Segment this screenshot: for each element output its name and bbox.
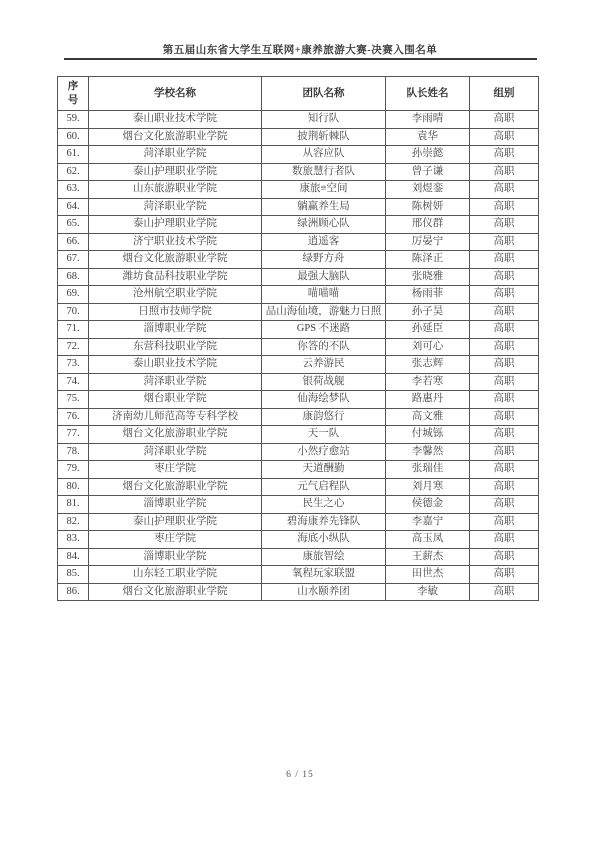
cell-school: 淄博职业学院	[89, 496, 262, 514]
table-body	[58, 111, 539, 601]
table-row	[58, 163, 539, 181]
cell-school: 烟台文化旅游职业学院	[89, 251, 262, 269]
cell-group: 高职	[470, 268, 539, 286]
table-row	[58, 251, 539, 269]
table-row	[58, 111, 539, 129]
cell-captain: 陈树妍	[386, 198, 470, 216]
cell-school: 泰山职业技术学院	[89, 111, 262, 129]
cell-school: 菏泽职业学院	[89, 146, 262, 164]
page-number: 6 / 15	[286, 770, 314, 780]
cell-group: 高职	[470, 111, 539, 129]
table-row	[58, 356, 539, 374]
cell-group: 高职	[470, 548, 539, 566]
cell-group: 高职	[470, 513, 539, 531]
cell-group: 高职	[470, 391, 539, 409]
cell-school: 泰山护理职业学院	[89, 513, 262, 531]
cell-team: 银荷战舰	[262, 373, 386, 391]
cell-team: 小然疗愈站	[262, 443, 386, 461]
cell-no: 63.	[58, 181, 89, 199]
table-row	[58, 321, 539, 339]
cell-team: 绿洲顾心队	[262, 216, 386, 234]
table-row	[58, 216, 539, 234]
cell-captain: 杨雨菲	[386, 286, 470, 304]
cell-group: 高职	[470, 146, 539, 164]
cell-group: 高职	[470, 408, 539, 426]
table-row	[58, 146, 539, 164]
table-row	[58, 286, 539, 304]
cell-group: 高职	[470, 531, 539, 549]
table-header	[58, 77, 539, 111]
cell-school: 枣庄学院	[89, 531, 262, 549]
cell-school: 日照市技师学院	[89, 303, 262, 321]
table-row	[58, 426, 539, 444]
cell-captain: 张志辉	[386, 356, 470, 374]
cell-no: 81.	[58, 496, 89, 514]
cell-team: 山水颐养团	[262, 583, 386, 601]
cell-team: 天道酬勤	[262, 461, 386, 479]
cell-captain: 路惠丹	[386, 391, 470, 409]
cell-no: 86.	[58, 583, 89, 601]
column-header-no-label: 序号	[67, 80, 79, 106]
cell-captain: 刘月寒	[386, 478, 470, 496]
cell-captain: 厉晏宁	[386, 233, 470, 251]
cell-captain: 孙崇懿	[386, 146, 470, 164]
cell-no: 80.	[58, 478, 89, 496]
cell-no: 59.	[58, 111, 89, 129]
cell-captain: 田世杰	[386, 566, 470, 584]
table-row	[58, 233, 539, 251]
column-header-team: 团队名称	[262, 77, 386, 111]
table-row	[58, 391, 539, 409]
cell-captain: 李雨晴	[386, 111, 470, 129]
cell-group: 高职	[470, 566, 539, 584]
cell-captain: 曾子谦	[386, 163, 470, 181]
cell-school: 菏泽职业学院	[89, 373, 262, 391]
cell-captain: 李若寒	[386, 373, 470, 391]
table-row	[58, 198, 539, 216]
cell-team: 仙海绘梦队	[262, 391, 386, 409]
header-divider	[64, 58, 537, 60]
cell-team: GPS 不迷路	[262, 321, 386, 339]
cell-no: 76.	[58, 408, 89, 426]
cell-group: 高职	[470, 163, 539, 181]
cell-team: 知行队	[262, 111, 386, 129]
cell-school: 济南幼儿师范高等专科学校	[89, 408, 262, 426]
cell-team: 元气启程队	[262, 478, 386, 496]
table-row	[58, 496, 539, 514]
cell-group: 高职	[470, 373, 539, 391]
cell-team: 康韵悠行	[262, 408, 386, 426]
cell-group: 高职	[470, 216, 539, 234]
cell-school: 山东轻工职业学院	[89, 566, 262, 584]
cell-captain: 张晓雅	[386, 268, 470, 286]
column-header-group: 组别	[470, 77, 539, 111]
cell-school: 淄博职业学院	[89, 548, 262, 566]
cell-team: 康旅智绘	[262, 548, 386, 566]
cell-school: 烟台文化旅游职业学院	[89, 478, 262, 496]
cell-school: 潍坊食品科技职业学院	[89, 268, 262, 286]
cell-no: 74.	[58, 373, 89, 391]
table-row	[58, 478, 539, 496]
cell-school: 济宁职业技术学院	[89, 233, 262, 251]
cell-school: 泰山护理职业学院	[89, 163, 262, 181]
cell-team: 氧程玩家联盟	[262, 566, 386, 584]
cell-school: 烟台职业学院	[89, 391, 262, 409]
cell-captain: 侯德金	[386, 496, 470, 514]
cell-no: 67.	[58, 251, 89, 269]
cell-team: 披荆斩棘队	[262, 128, 386, 146]
cell-group: 高职	[470, 286, 539, 304]
column-header-no	[58, 77, 89, 111]
cell-team: 喵喵喵	[262, 286, 386, 304]
cell-group: 高职	[470, 338, 539, 356]
cell-team: 碧海康养先锋队	[262, 513, 386, 531]
table-row	[58, 513, 539, 531]
table-row	[58, 566, 539, 584]
cell-team: 躺赢养生局	[262, 198, 386, 216]
cell-no: 60.	[58, 128, 89, 146]
cell-no: 68.	[58, 268, 89, 286]
table-header-row	[58, 77, 539, 111]
cell-no: 79.	[58, 461, 89, 479]
table-row	[58, 408, 539, 426]
cell-captain: 李嘉宁	[386, 513, 470, 531]
cell-captain: 孙子昊	[386, 303, 470, 321]
cell-team: 逍遥客	[262, 233, 386, 251]
cell-school: 沧州航空职业学院	[89, 286, 262, 304]
cell-group: 高职	[470, 461, 539, 479]
cell-no: 77.	[58, 426, 89, 444]
cell-school: 山东旅游职业学院	[89, 181, 262, 199]
cell-group: 高职	[470, 496, 539, 514]
cell-school: 泰山护理职业学院	[89, 216, 262, 234]
table-row	[58, 548, 539, 566]
cell-captain: 李敏	[386, 583, 470, 601]
cell-group: 高职	[470, 583, 539, 601]
cell-no: 70.	[58, 303, 89, 321]
table-row	[58, 373, 539, 391]
cell-no: 66.	[58, 233, 89, 251]
cell-captain: 孙延臣	[386, 321, 470, 339]
cell-school: 枣庄学院	[89, 461, 262, 479]
cell-school: 烟台文化旅游职业学院	[89, 583, 262, 601]
cell-group: 高职	[470, 251, 539, 269]
cell-group: 高职	[470, 426, 539, 444]
cell-no: 82.	[58, 513, 89, 531]
cell-school: 烟台文化旅游职业学院	[89, 128, 262, 146]
cell-captain: 王薪杰	[386, 548, 470, 566]
cell-school: 淄博职业学院	[89, 321, 262, 339]
cell-captain: 刘煜銮	[386, 181, 470, 199]
cell-group: 高职	[470, 478, 539, 496]
cell-no: 71.	[58, 321, 89, 339]
cell-team: 最强大脑队	[262, 268, 386, 286]
table-row	[58, 583, 539, 601]
cell-school: 东营科技职业学院	[89, 338, 262, 356]
cell-school: 泰山职业技术学院	[89, 356, 262, 374]
cell-captain: 邢仪群	[386, 216, 470, 234]
table-row	[58, 338, 539, 356]
cell-team: 你答的不队	[262, 338, 386, 356]
cell-team: 海底小纵队	[262, 531, 386, 549]
cell-school: 烟台文化旅游职业学院	[89, 426, 262, 444]
cell-no: 69.	[58, 286, 89, 304]
finalist-table	[57, 76, 539, 601]
table-row	[58, 443, 539, 461]
cell-team: 绿野方舟	[262, 251, 386, 269]
table-row	[58, 181, 539, 199]
table-row	[58, 268, 539, 286]
cell-group: 高职	[470, 321, 539, 339]
cell-group: 高职	[470, 181, 539, 199]
cell-group: 高职	[470, 198, 539, 216]
cell-team: 民生之心	[262, 496, 386, 514]
cell-captain: 陈泽正	[386, 251, 470, 269]
cell-captain: 张瑞佳	[386, 461, 470, 479]
cell-team: 从容应队	[262, 146, 386, 164]
cell-school: 菏泽职业学院	[89, 443, 262, 461]
column-header-captain: 队长姓名	[386, 77, 470, 111]
cell-no: 78.	[58, 443, 89, 461]
cell-captain: 高玉凤	[386, 531, 470, 549]
table-row	[58, 303, 539, 321]
cell-captain: 付城铄	[386, 426, 470, 444]
cell-no: 84.	[58, 548, 89, 566]
cell-group: 高职	[470, 356, 539, 374]
table-row	[58, 461, 539, 479]
cell-group: 高职	[470, 443, 539, 461]
table-row	[58, 128, 539, 146]
cell-no: 62.	[58, 163, 89, 181]
cell-no: 73.	[58, 356, 89, 374]
cell-team: 康旅≡空间	[262, 181, 386, 199]
cell-captain: 袁华	[386, 128, 470, 146]
cell-no: 65.	[58, 216, 89, 234]
cell-no: 61.	[58, 146, 89, 164]
cell-group: 高职	[470, 128, 539, 146]
cell-team: 天一队	[262, 426, 386, 444]
cell-captain: 李馨然	[386, 443, 470, 461]
cell-team: 数旅慧行者队	[262, 163, 386, 181]
cell-captain: 高文雅	[386, 408, 470, 426]
cell-no: 85.	[58, 566, 89, 584]
cell-captain: 刘可心	[386, 338, 470, 356]
table-row	[58, 531, 539, 549]
cell-no: 72.	[58, 338, 89, 356]
page-title: 第五届山东省大学生互联网+康养旅游大赛-决赛入围名单	[162, 45, 438, 56]
column-header-school: 学校名称	[89, 77, 262, 111]
cell-group: 高职	[470, 303, 539, 321]
cell-no: 64.	[58, 198, 89, 216]
cell-group: 高职	[470, 233, 539, 251]
cell-team: 云养游民	[262, 356, 386, 374]
cell-school: 菏泽职业学院	[89, 198, 262, 216]
cell-no: 83.	[58, 531, 89, 549]
cell-no: 75.	[58, 391, 89, 409]
cell-team: 品山海仙境，游魅力日照	[262, 303, 386, 321]
